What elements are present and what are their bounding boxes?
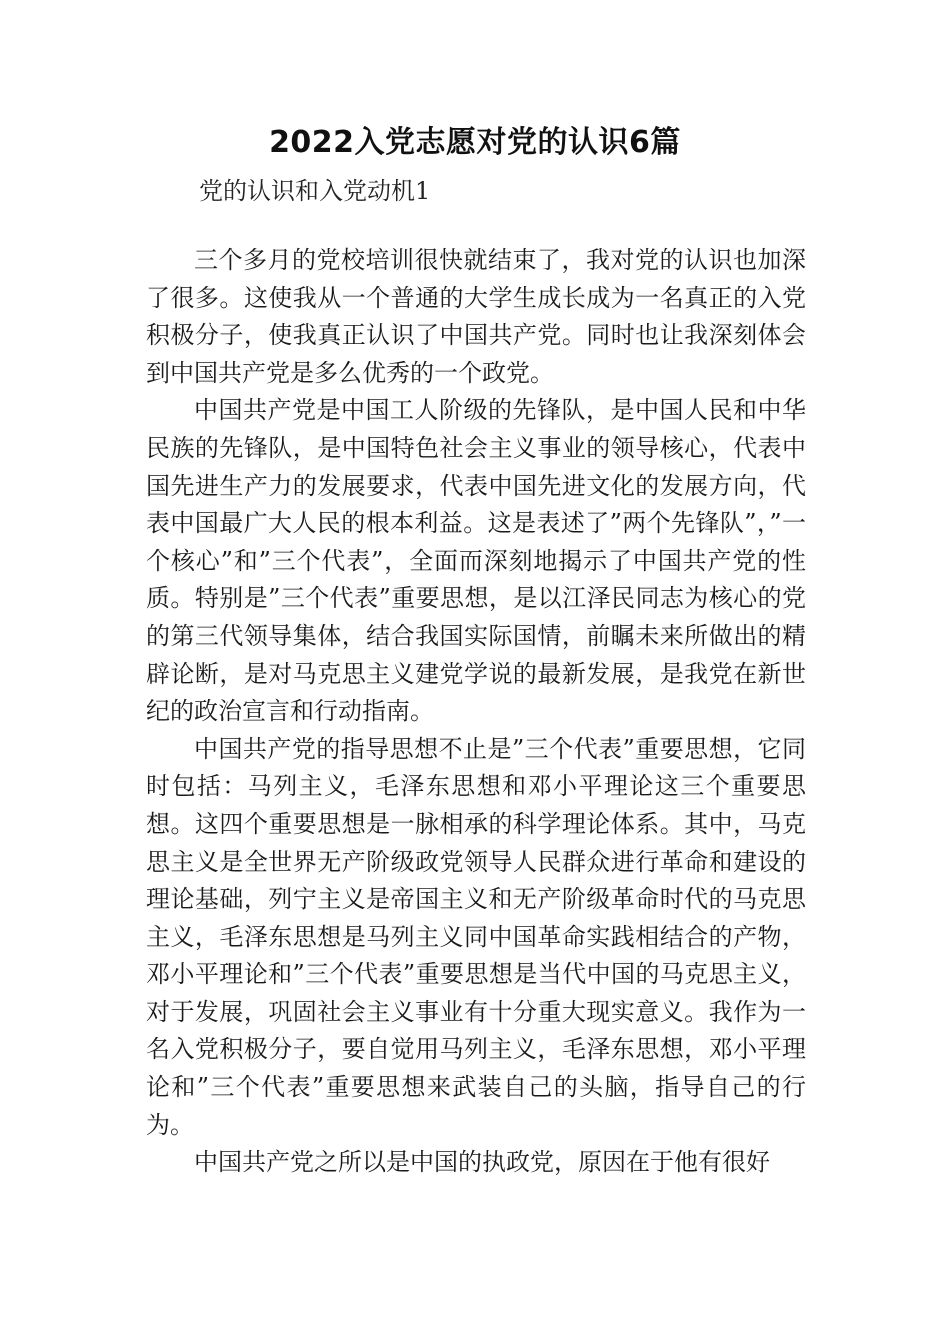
paragraph: 中国共产党之所以是中国的执政党，原因在于他有很好 (194, 1148, 770, 1177)
paragraph: 中国共产党是中国工人阶级的先锋队，是中国人民和中华民族的先锋队，是中国特色社会主义事业的领导核心，代表中国先进生产力的发展要求，代表中国先进文化的发展方向，代表中国最广大人民的根本利益。这是表述了”两个先锋队”，”一个核心”和”三个代表”，全面而深刻地揭示了中国共产党的性质。特别是”三个代表”重要思想，是以江泽民同志为核心的党的第三代领导集体，结合我国实际国情，前瞩未来所做出的精辟论断，是对马克思主义建党学说的最新发展，是我党在新世纪的政治宣言和行动指南。 (146, 396, 806, 726)
document-body (146, 242, 806, 1182)
paragraph: 中国共产党的指导思想不止是”三个代表”重要思想，它同时包括：马列主义，毛泽东思想和邓小平理论这三个重要思想。这四个重要思想是一脉相承的科学理论体系。其中，马克思主义是全世界无产阶级政党领导人民群众进行革命和建设的理论基础，列宁主义是帝国主义和无产阶级革命时代的马克思主义，毛泽东思想是马列主义同中国革命实践相结合的产物，邓小平理论和”三个代表”重要思想是当代中国的马克思主义，对于发展，巩固社会主义事业有十分重大现实意义。我作为一名入党积极分子，要自觉用马列主义，毛泽东思想，邓小平理论和”三个代表”重要思想来武装自己的头脑，指导自己的行为。 (146, 734, 806, 1139)
paragraph: 三个多月的党校培训很快就结束了，我对党的认识也加深了很多。这使我从一个普通的大学生成长成为一名真正的入党积极分子，使我真正认识了中国共产党。同时也让我深刻体会到中国共产党是多么优秀的一个政党。 (146, 246, 806, 387)
document-title: 2022入党志愿对党的认识6篇 (269, 125, 681, 160)
document-subtitle: 党的认识和入党动机1 (199, 177, 431, 205)
